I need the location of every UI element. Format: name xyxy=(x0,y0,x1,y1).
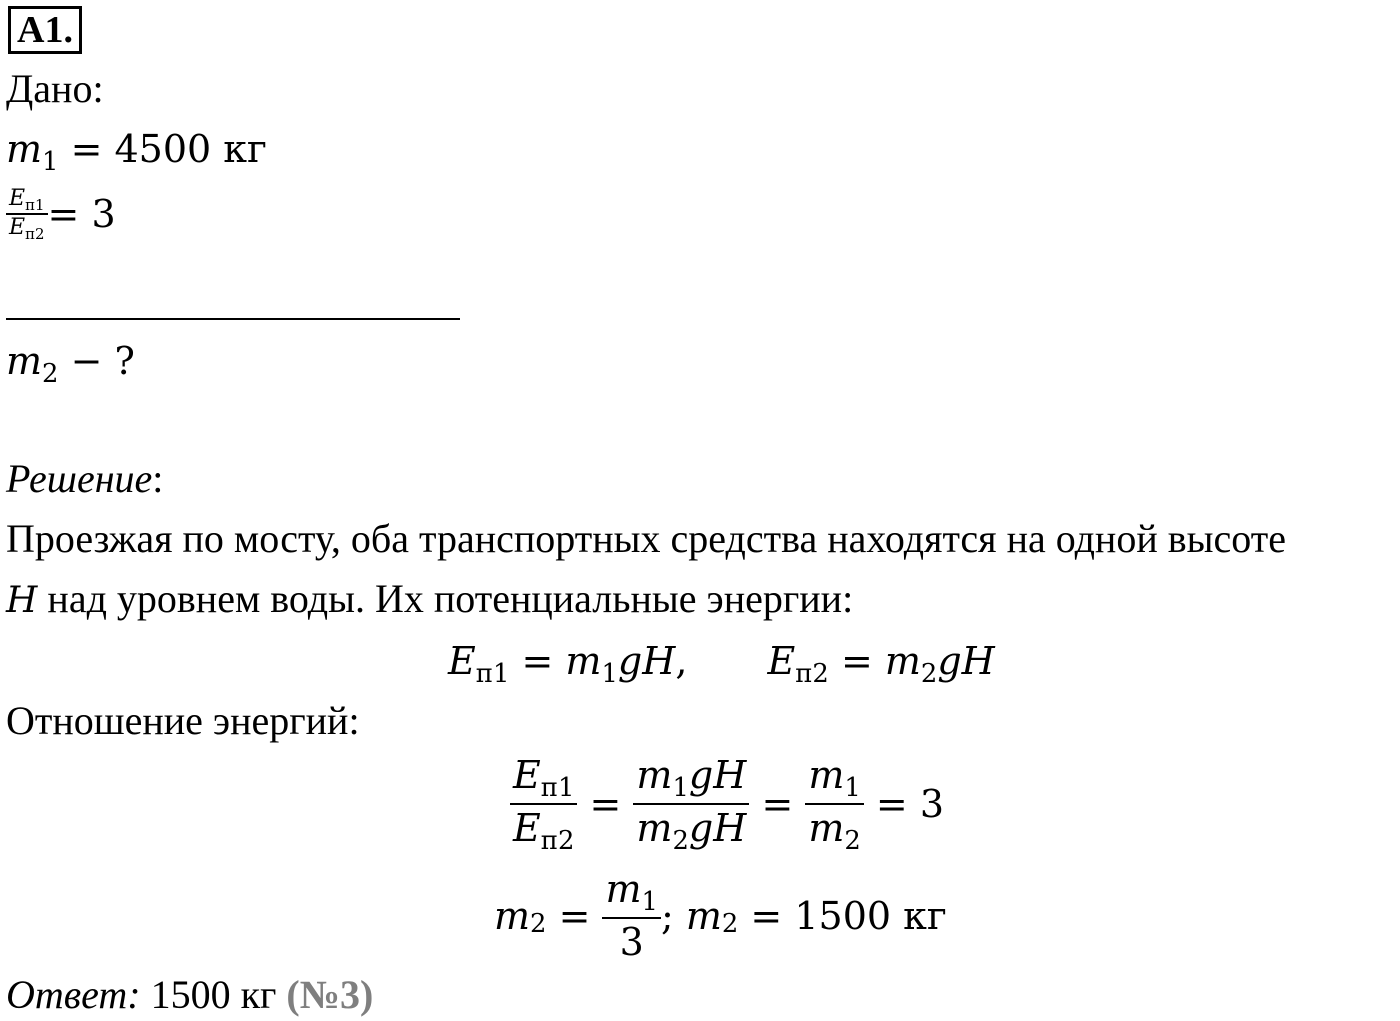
solution-heading: Решение: xyxy=(6,456,164,501)
m1-value: = 4500 кг xyxy=(58,127,267,171)
formula-ratio: $\frac{E_{п1}}{E_{п2}}$ = $\frac{m_1gH}{m_2gH}$ = $\frac{m_1}{m_2}$ = 3 xyxy=(510,752,944,856)
given-find: $m_2$ − ? xyxy=(6,339,135,390)
solution-para2: Отношение энергий: xyxy=(6,698,360,743)
solution-para1-line2: H над уровнем воды. Их потенциальные энергии: xyxy=(6,576,854,621)
m1-sub: 1 xyxy=(42,147,59,178)
fraction-mgh: $\frac{m_1gH}{m_2gH}$ xyxy=(633,752,749,856)
fraction-m1-over-3: $\frac{m_1}{3}$ xyxy=(602,866,660,965)
m1-var: m xyxy=(6,127,43,171)
task-number: A1. xyxy=(8,6,82,54)
formula-energies: $E_{п1} = m_1gH$, $E_{п2} = m_2gH$ xyxy=(448,639,995,690)
given-divider xyxy=(6,318,460,320)
answer-line xyxy=(6,972,373,1018)
solution-para1-line1: Проезжая по мосту, оба транспортных средства находятся на одной высоте xyxy=(6,516,1286,561)
answer-label: Ответ: xyxy=(6,972,141,1017)
answer-value: 1500 кг xyxy=(140,972,287,1017)
given-heading: Дано: xyxy=(6,66,104,111)
ratio-fraction: $\frac{E_{п1}}{E_{п2}}$ xyxy=(6,186,48,242)
fraction-energies: $\frac{E_{п1}}{E_{п2}}$ xyxy=(510,752,577,856)
fraction-masses: $\frac{m_1}{m_2}$ xyxy=(805,752,863,856)
formula-result: m 2 = $\frac{m_1}{3}$ ; m 2 = 1500 кг xyxy=(494,867,947,964)
ratio-value: = 3 xyxy=(47,192,116,236)
given-ratio xyxy=(6,186,116,242)
problem-reference: (№3) xyxy=(286,972,374,1017)
given-m1 xyxy=(6,126,267,177)
